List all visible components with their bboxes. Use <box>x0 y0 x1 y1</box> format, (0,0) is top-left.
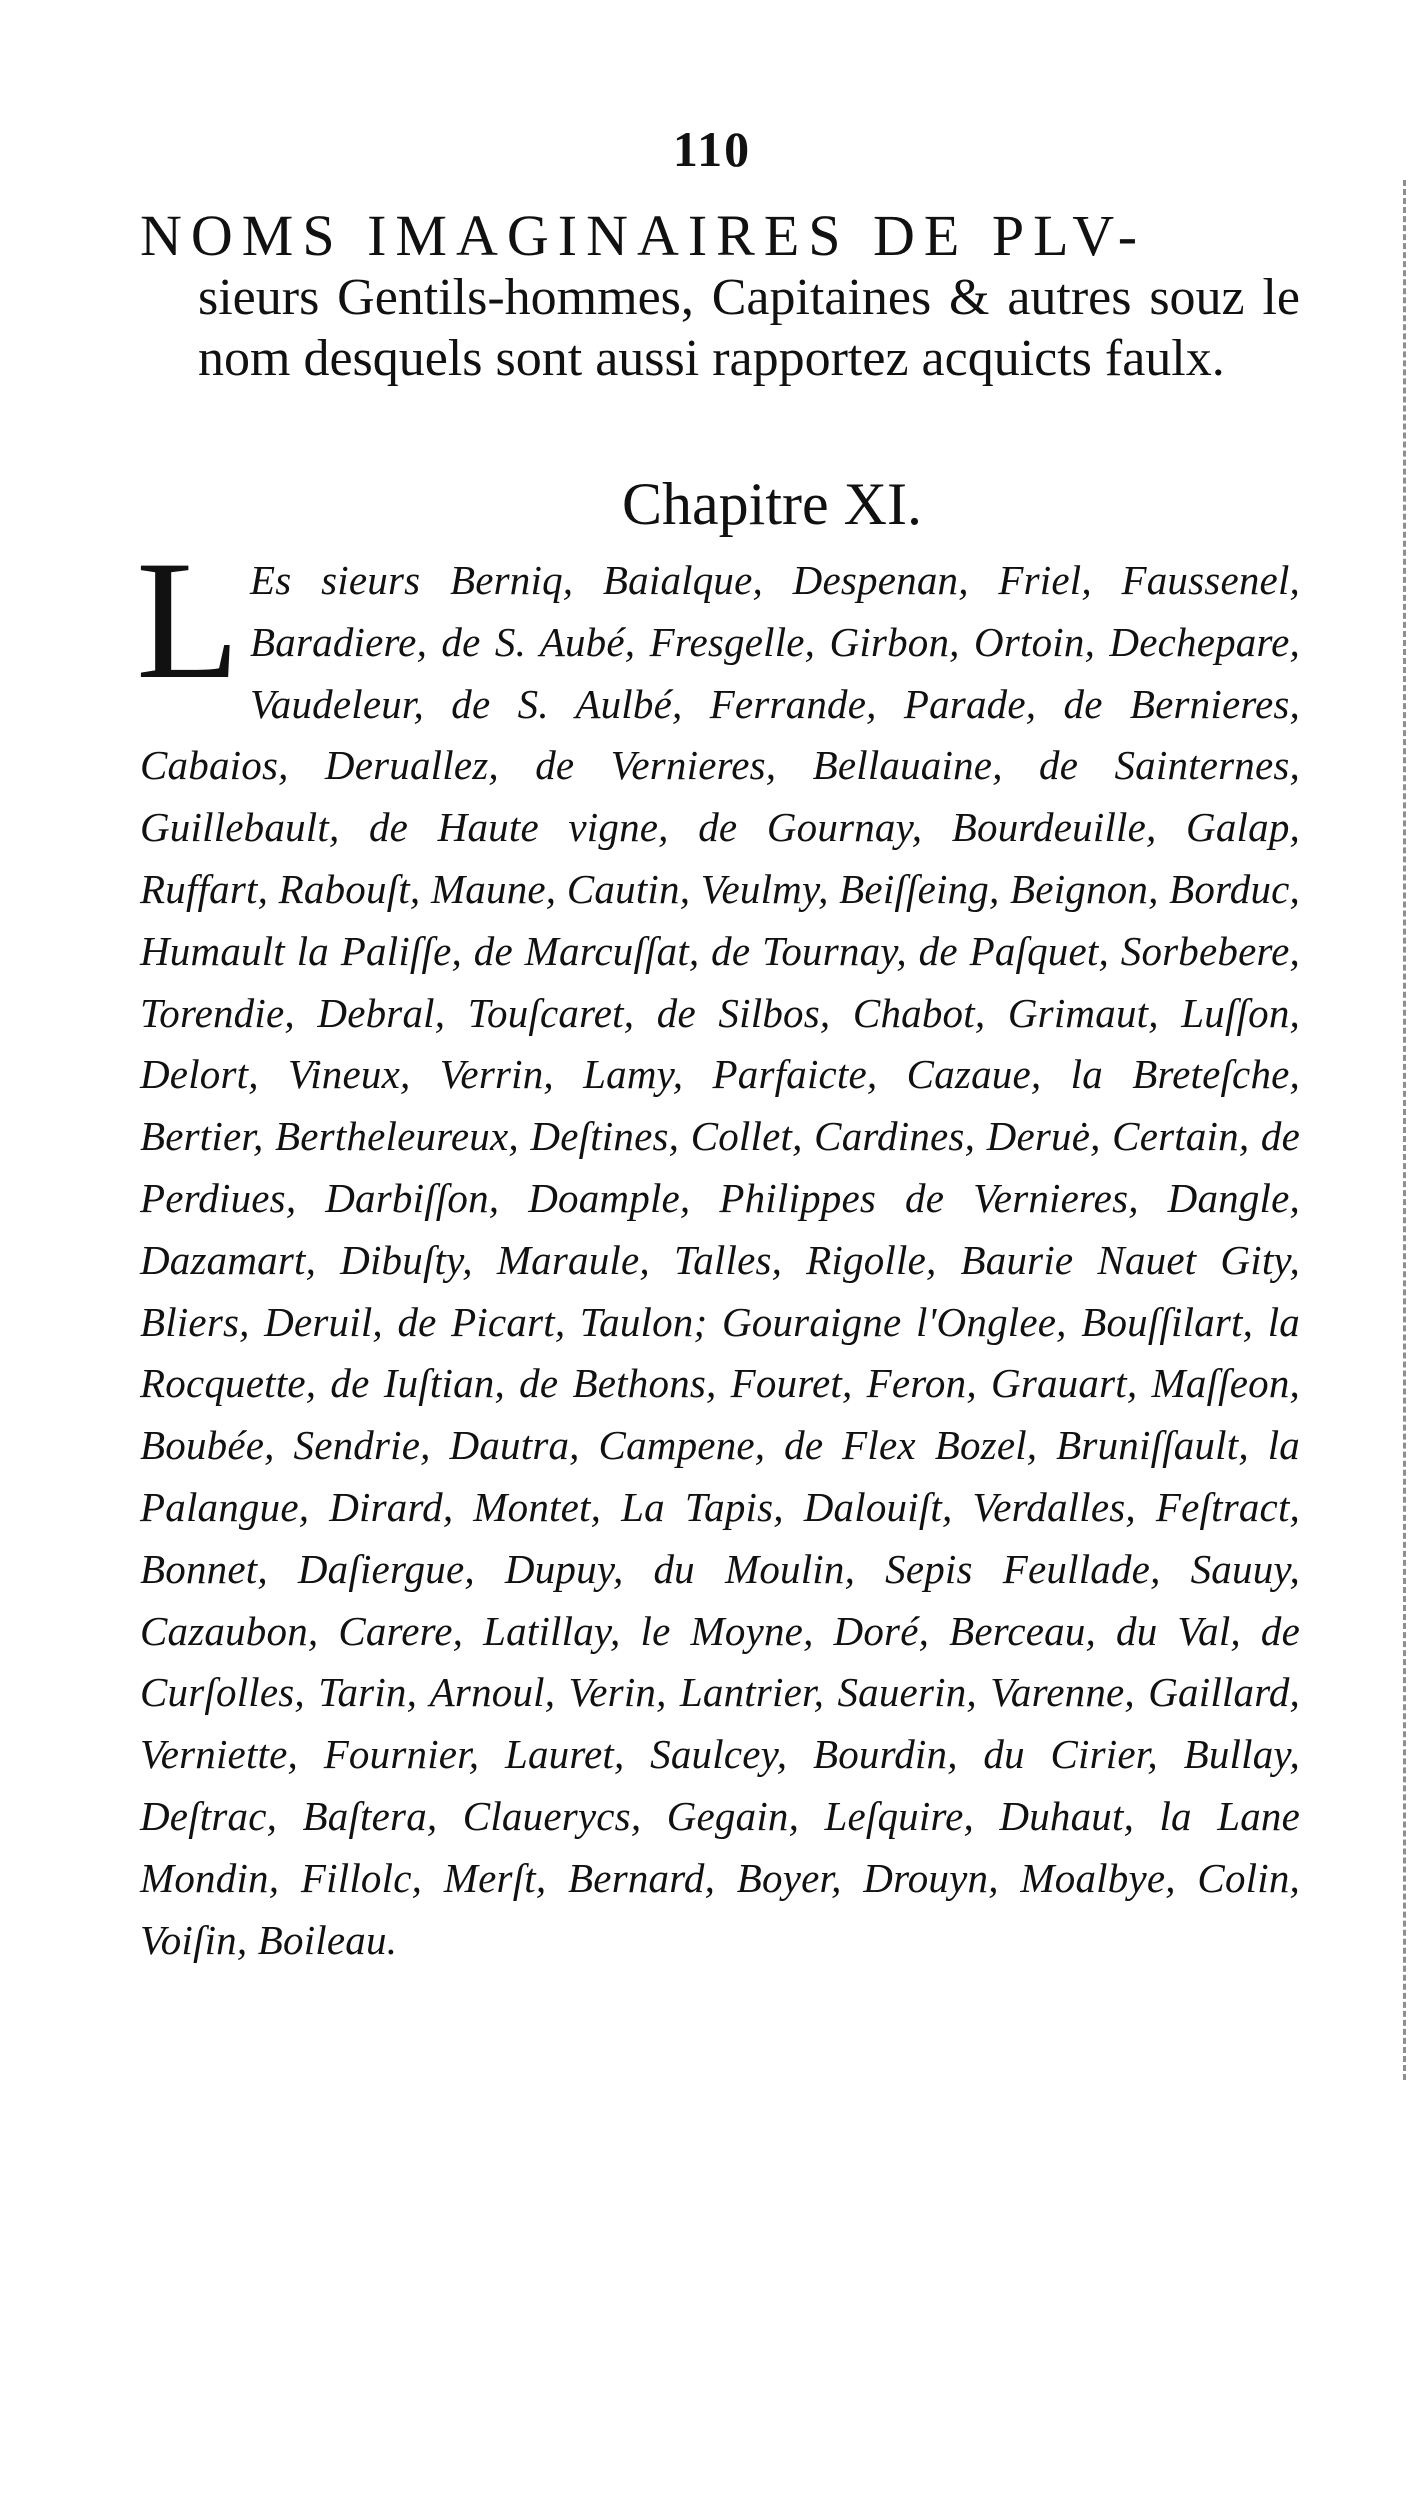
body-paragraph <box>136 526 1300 1971</box>
body-text: Es sieurs Berniq, Baialque, Despenan, Friel, Faussenel, Baradiere, de S. Aubé, Fresgelle, Girbon, Ortoin, Dechepare, Vaudeleur, de S. Aulbé, Ferrande, Parade, de Bernieres, Cabaios, Deruallez, de Vernieres, Bellauaine, de Sainternes, Guillebault, de Haute vigne, de Gournay, Bourdeuille, Galap, Ruffart, Rabouſt, Maune, Cautin, Veulmy, Beiſſeing, Beignon, Borduc, Humault la Paliſſe, de Marcuſſat, de Tournay, de Paſquet, Sorbebere, Torendie, Debral, Touſcaret, de Silbos, Chabot, Grimaut, Luſſon, Delort, Vineux, Verrin, Lamy, Parfaicte, Cazaue, la Breteſche, Bertier, Bertheleureux, Deſtines, Collet, Cardines, Deruė, Certain, de Perdiues, Darbiſſon, Doample, Philippes de Vernieres, Dangle, Dazamart, Dibuſty, Maraule, Talles, Rigolle, Baurie Nauet Gity, Bliers, Deruil, de Picart, Taulon; Gouraigne l'Onglee, Bouſſilart, la Rocquette, de Iuſtian, de Bethons, Fouret, Feron, Grauart, Maſſeon, Boubée, Sendrie, Dautra, Campene, de Flex Bozel, Bruniſſault, la Palangue, Dirard, Montet, La Tapis, Dalouiſt, Verdalles, Feſtract, Bonnet, Daſiergue, Dupuy, du Moulin, Sepis Feullade, Sauuy, Cazaubon, Carere, Latillay, le Moyne, Doré, Berceau, du Val, de Curſolles, Tarin, Arnoul, Verin, Lantrier, Sauerin, Varenne, Gaillard, Verniette, Fournier, Lauret, Saulcey, Bourdin, du Cirier, Bullay, Deſtrac, Baſtera, Clauerycs, Gegain, Leſquire, Duhaut, la Lane Mondin, Fillolc, Merſt, Bernard, Boyer, Drouyn, Moalbye, Colin, Voiſin, Boileau. <box>140 557 1300 1963</box>
heading-first-line: NOMS IMAGINAIRES DE PLV- <box>140 203 1147 268</box>
chapter-title: Chapitre XI. <box>622 471 922 537</box>
chapter-heading <box>140 205 1300 389</box>
drop-cap: L <box>136 526 241 714</box>
page-edge-shadow <box>1399 180 1406 2080</box>
heading-continuation: sieurs Gentils-hommes, Capitaines & autres souz le nom desquels sont aussi rapportez acquicts faulx. <box>198 269 1300 387</box>
page-number: 110 <box>672 121 752 177</box>
